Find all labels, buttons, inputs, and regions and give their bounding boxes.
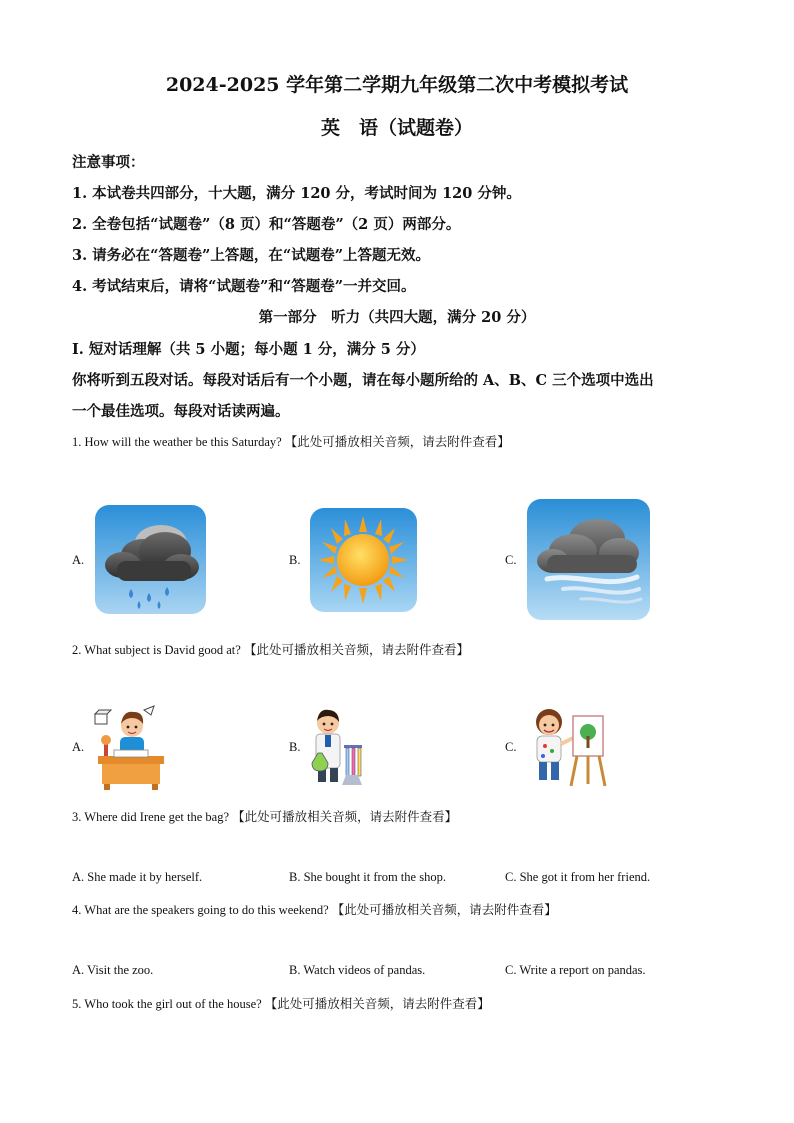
q2-option-c-label: C.	[505, 740, 517, 754]
instruction-line-2: 一个最佳选项。每段对话读两遍。	[72, 403, 290, 420]
q4-option-c[interactable]: C. Write a report on pandas.	[505, 963, 646, 977]
q1-option-b-label: B.	[289, 553, 301, 567]
q3-option-a[interactable]: A. She made it by herself.	[72, 870, 203, 884]
notes-heading: 注意事项：	[72, 154, 145, 171]
note-item-1: 1. 本试卷共四部分，十大题，满分 120 分，考试时间为 120 分钟。	[72, 185, 521, 202]
q1-option-a-label: A.	[72, 553, 85, 567]
q2-option-b-label: B.	[289, 740, 301, 754]
note-item-4: 4. 考试结束后，请将“试题卷”和“答题卷”一并交回。	[72, 278, 416, 295]
exam-title: 2024-2025 学年第二学期九年级第二次中考模拟考试	[165, 74, 629, 96]
instruction-line-1: 你将听到五段对话。每段对话后有一个小题，请在每小题所给的 A、B、C 三个选项中选出	[72, 372, 654, 389]
note-item-3: 3. 请务必在“答题卷”上答题，在“试题卷”上答题无效。	[72, 247, 431, 264]
q2-option-a-label: A.	[72, 740, 85, 754]
q3-option-b[interactable]: B. She bought it from the shop.	[289, 870, 446, 884]
rain-cloud-icon[interactable]	[95, 505, 206, 614]
q4-option-b[interactable]: B. Watch videos of pandas.	[289, 963, 426, 977]
part1-heading: 第一部分 听力（共四大题，满分 20 分）	[258, 309, 536, 326]
note-item-2: 2. 全卷包括“试题卷”（8 页）和“答题卷”（2 页）两部分。	[72, 216, 461, 233]
wind-cloud-icon[interactable]	[527, 499, 650, 620]
math-boy-icon[interactable]	[92, 704, 170, 792]
painting-boy-icon[interactable]	[527, 706, 609, 788]
question-1-text: 1. How will the weather be this Saturday? 【此处可播放相关音频，请去附件查看】	[72, 435, 510, 449]
sun-icon[interactable]	[310, 508, 417, 612]
exam-subtitle: 英 语（试题卷）	[320, 117, 473, 139]
question-4-text: 4. What are the speakers going to do this weekend? 【此处可播放相关音频，请去附件查看】	[72, 903, 557, 917]
section-heading: Ⅰ. 短对话理解（共 5 小题；每小题 1 分，满分 5 分）	[72, 341, 425, 358]
question-2-text: 2. What subject is David good at? 【此处可播放相关音频，请去附件查看】	[72, 643, 469, 657]
q3-option-c[interactable]: C. She got it from her friend.	[505, 870, 651, 884]
chemistry-boy-icon[interactable]	[306, 707, 366, 789]
q1-option-c-label: C.	[505, 553, 517, 567]
q4-option-a[interactable]: A. Visit the zoo.	[72, 963, 154, 977]
question-3-text: 3. Where did Irene get the bag? 【此处可播放相关音频，请去附件查看】	[72, 810, 458, 824]
question-5-text: 5. Who took the girl out of the house? 【此处可播放相关音频，请去附件查看】	[72, 997, 490, 1011]
